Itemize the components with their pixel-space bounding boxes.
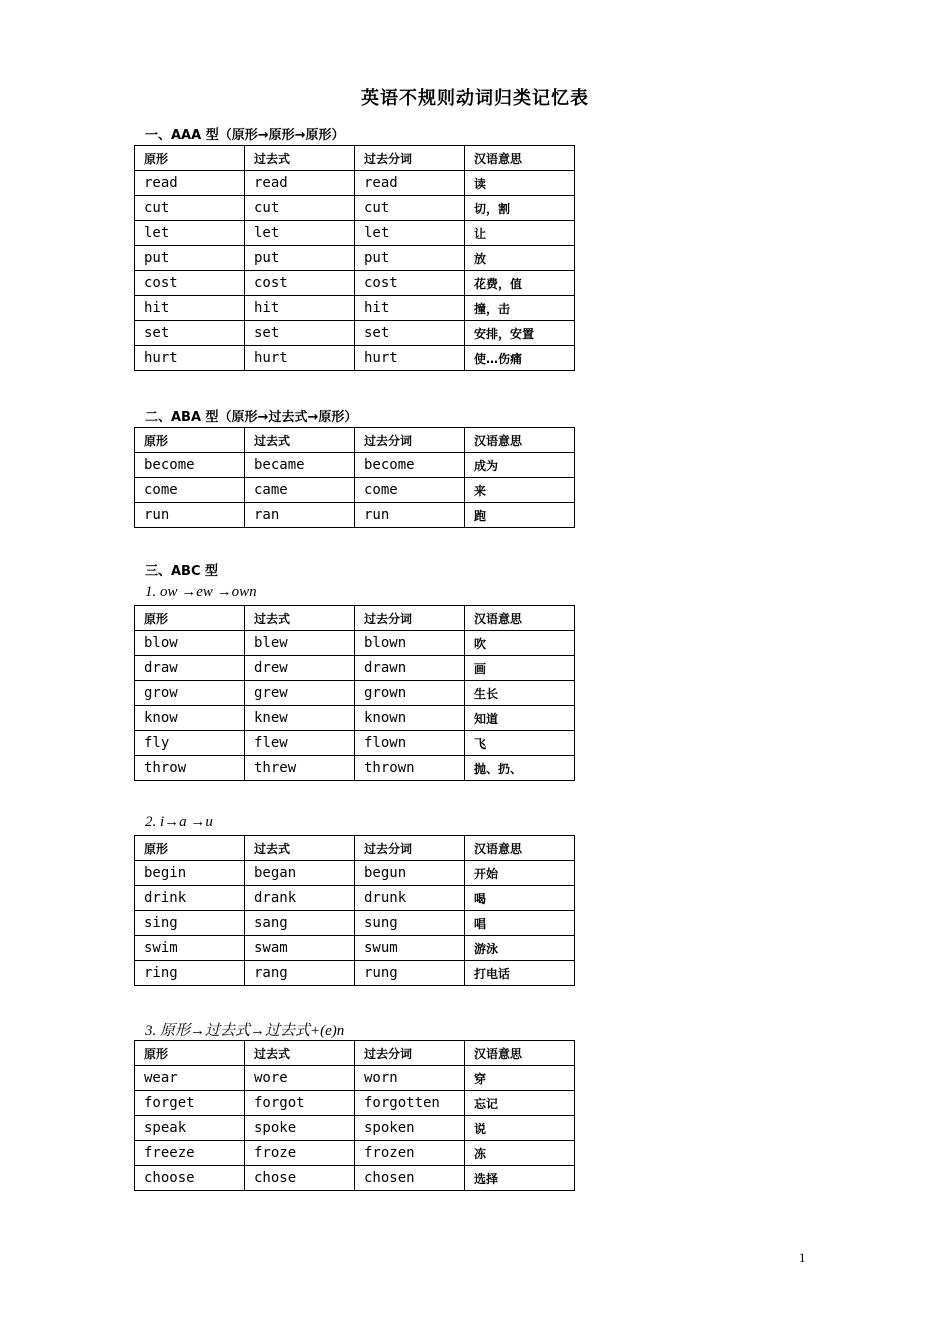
table-row [135, 1091, 575, 1116]
meaning-cell: 花费，值 [465, 271, 575, 296]
past-participle-cell: flown [355, 731, 465, 756]
base-form-cell: throw [135, 756, 245, 781]
past-participle-cell: forgotten [355, 1091, 465, 1116]
past-tense-cell: swam [245, 936, 355, 961]
table-row [135, 478, 575, 503]
past-tense-cell: let [245, 221, 355, 246]
past-tense-cell: spoke [245, 1116, 355, 1141]
verb-table-past-plus-en [134, 1040, 575, 1191]
section-heading-abc: 三、ABC 型 [145, 564, 219, 579]
past-tense-cell: grew [245, 681, 355, 706]
past-participle-cell: thrown [355, 756, 465, 781]
table-header-row [135, 1041, 575, 1066]
table-row [135, 1116, 575, 1141]
meaning-cell: 开始 [465, 861, 575, 886]
past-participle-cell: let [355, 221, 465, 246]
column-header: 过去式 [245, 606, 355, 631]
meaning-cell: 吹 [465, 631, 575, 656]
past-participle-cell: run [355, 503, 465, 528]
meaning-cell: 选择 [465, 1166, 575, 1191]
past-tense-cell: threw [245, 756, 355, 781]
past-tense-cell: hurt [245, 346, 355, 371]
column-header: 汉语意思 [465, 836, 575, 861]
table-row [135, 681, 575, 706]
table-row [135, 731, 575, 756]
past-participle-cell: come [355, 478, 465, 503]
past-tense-cell: wore [245, 1066, 355, 1091]
column-header: 原形 [135, 1041, 245, 1066]
verb-table-aba [134, 427, 575, 528]
past-participle-cell: cut [355, 196, 465, 221]
past-tense-cell: drew [245, 656, 355, 681]
base-form-cell: come [135, 478, 245, 503]
past-participle-cell: hurt [355, 346, 465, 371]
base-form-cell: freeze [135, 1141, 245, 1166]
base-form-cell: sing [135, 911, 245, 936]
past-tense-cell: read [245, 171, 355, 196]
past-tense-cell: blew [245, 631, 355, 656]
past-tense-cell: rang [245, 961, 355, 986]
past-participle-cell: swum [355, 936, 465, 961]
meaning-cell: 穿 [465, 1066, 575, 1091]
past-participle-cell: put [355, 246, 465, 271]
meaning-cell: 切，割 [465, 196, 575, 221]
column-header: 过去式 [245, 1041, 355, 1066]
past-participle-cell: worn [355, 1066, 465, 1091]
table-header-row [135, 428, 575, 453]
base-form-cell: draw [135, 656, 245, 681]
base-form-cell: cut [135, 196, 245, 221]
meaning-cell: 冻 [465, 1141, 575, 1166]
past-participle-cell: drunk [355, 886, 465, 911]
table-row [135, 196, 575, 221]
past-tense-cell: came [245, 478, 355, 503]
table-row [135, 1166, 575, 1191]
base-form-cell: choose [135, 1166, 245, 1191]
column-header: 汉语意思 [465, 146, 575, 171]
past-participle-cell: become [355, 453, 465, 478]
table-row [135, 346, 575, 371]
past-participle-cell: known [355, 706, 465, 731]
column-header: 过去分词 [355, 606, 465, 631]
past-tense-cell: became [245, 453, 355, 478]
meaning-cell: 喝 [465, 886, 575, 911]
past-participle-cell: grown [355, 681, 465, 706]
table-row [135, 171, 575, 196]
meaning-cell: 成为 [465, 453, 575, 478]
base-form-cell: cost [135, 271, 245, 296]
base-form-cell: set [135, 321, 245, 346]
past-participle-cell: spoken [355, 1116, 465, 1141]
column-header: 原形 [135, 428, 245, 453]
column-header: 汉语意思 [465, 428, 575, 453]
base-form-cell: put [135, 246, 245, 271]
meaning-cell: 跑 [465, 503, 575, 528]
column-header: 过去式 [245, 836, 355, 861]
past-tense-cell: chose [245, 1166, 355, 1191]
past-tense-cell: knew [245, 706, 355, 731]
base-form-cell: drink [135, 886, 245, 911]
base-form-cell: blow [135, 631, 245, 656]
past-tense-cell: ran [245, 503, 355, 528]
meaning-cell: 来 [465, 478, 575, 503]
column-header: 原形 [135, 606, 245, 631]
meaning-cell: 唱 [465, 911, 575, 936]
past-participle-cell: cost [355, 271, 465, 296]
table-header-row [135, 836, 575, 861]
column-header: 原形 [135, 836, 245, 861]
meaning-cell: 放 [465, 246, 575, 271]
table-row [135, 1066, 575, 1091]
base-form-cell: let [135, 221, 245, 246]
base-form-cell: grow [135, 681, 245, 706]
past-participle-cell: chosen [355, 1166, 465, 1191]
verb-table-i-a-u [134, 835, 575, 986]
past-participle-cell: read [355, 171, 465, 196]
base-form-cell: read [135, 171, 245, 196]
base-form-cell: run [135, 503, 245, 528]
meaning-cell: 知道 [465, 706, 575, 731]
table-header-row [135, 146, 575, 171]
meaning-cell: 说 [465, 1116, 575, 1141]
past-participle-cell: blown [355, 631, 465, 656]
meaning-cell: 忘记 [465, 1091, 575, 1116]
meaning-cell: 让 [465, 221, 575, 246]
section-heading-aaa: 一、AAA 型（原形→原形→原形） [145, 128, 345, 143]
past-tense-cell: put [245, 246, 355, 271]
column-header: 过去式 [245, 428, 355, 453]
past-tense-cell: forgot [245, 1091, 355, 1116]
table-row [135, 631, 575, 656]
table-header-row [135, 606, 575, 631]
past-tense-cell: sang [245, 911, 355, 936]
meaning-cell: 打电话 [465, 961, 575, 986]
base-form-cell: fly [135, 731, 245, 756]
meaning-cell: 安排，安置 [465, 321, 575, 346]
column-header: 原形 [135, 146, 245, 171]
base-form-cell: forget [135, 1091, 245, 1116]
table-row [135, 911, 575, 936]
past-tense-cell: cost [245, 271, 355, 296]
column-header: 过去分词 [355, 1041, 465, 1066]
meaning-cell: 生长 [465, 681, 575, 706]
meaning-cell: 撞，击 [465, 296, 575, 321]
past-participle-cell: begun [355, 861, 465, 886]
table-row [135, 936, 575, 961]
past-participle-cell: set [355, 321, 465, 346]
past-tense-cell: hit [245, 296, 355, 321]
table-row [135, 861, 575, 886]
table-row [135, 246, 575, 271]
verb-table-aaa [134, 145, 575, 371]
column-header: 过去分词 [355, 146, 465, 171]
past-tense-cell: cut [245, 196, 355, 221]
meaning-cell: 画 [465, 656, 575, 681]
past-participle-cell: hit [355, 296, 465, 321]
meaning-cell: 飞 [465, 731, 575, 756]
subheading-ow-ew-own: 1. ow →ew →own [145, 584, 257, 600]
table-row [135, 961, 575, 986]
past-participle-cell: drawn [355, 656, 465, 681]
verb-table-ow-ew-own [134, 605, 575, 781]
past-participle-cell: frozen [355, 1141, 465, 1166]
table-row [135, 221, 575, 246]
table-row [135, 1141, 575, 1166]
past-tense-cell: froze [245, 1141, 355, 1166]
past-tense-cell: flew [245, 731, 355, 756]
base-form-cell: hurt [135, 346, 245, 371]
past-participle-cell: rung [355, 961, 465, 986]
table-row [135, 886, 575, 911]
column-header: 过去式 [245, 146, 355, 171]
subheading-i-a-u: 2. i→a →u [145, 814, 213, 830]
column-header: 汉语意思 [465, 606, 575, 631]
meaning-cell: 使…伤痛 [465, 346, 575, 371]
past-tense-cell: drank [245, 886, 355, 911]
table-row [135, 453, 575, 478]
section-heading-aba: 二、ABA 型（原形→过去式→原形） [145, 410, 358, 425]
page-title: 英语不规则动词归类记忆表 [361, 88, 589, 109]
past-tense-cell: set [245, 321, 355, 346]
base-form-cell: swim [135, 936, 245, 961]
column-header: 过去分词 [355, 428, 465, 453]
past-participle-cell: sung [355, 911, 465, 936]
base-form-cell: speak [135, 1116, 245, 1141]
base-form-cell: hit [135, 296, 245, 321]
base-form-cell: wear [135, 1066, 245, 1091]
table-row [135, 271, 575, 296]
meaning-cell: 读 [465, 171, 575, 196]
table-row [135, 503, 575, 528]
column-header: 过去分词 [355, 836, 465, 861]
table-row [135, 656, 575, 681]
base-form-cell: begin [135, 861, 245, 886]
base-form-cell: know [135, 706, 245, 731]
table-row [135, 756, 575, 781]
meaning-cell: 抛、扔、 [465, 756, 575, 781]
page-number: 1 [799, 1250, 806, 1265]
meaning-cell: 游泳 [465, 936, 575, 961]
table-row [135, 296, 575, 321]
column-header: 汉语意思 [465, 1041, 575, 1066]
table-row [135, 321, 575, 346]
base-form-cell: ring [135, 961, 245, 986]
subheading-past-plus-en: 3. 原形→过去式→过去式+(e)n [145, 1023, 345, 1039]
base-form-cell: become [135, 453, 245, 478]
past-tense-cell: began [245, 861, 355, 886]
table-row [135, 706, 575, 731]
